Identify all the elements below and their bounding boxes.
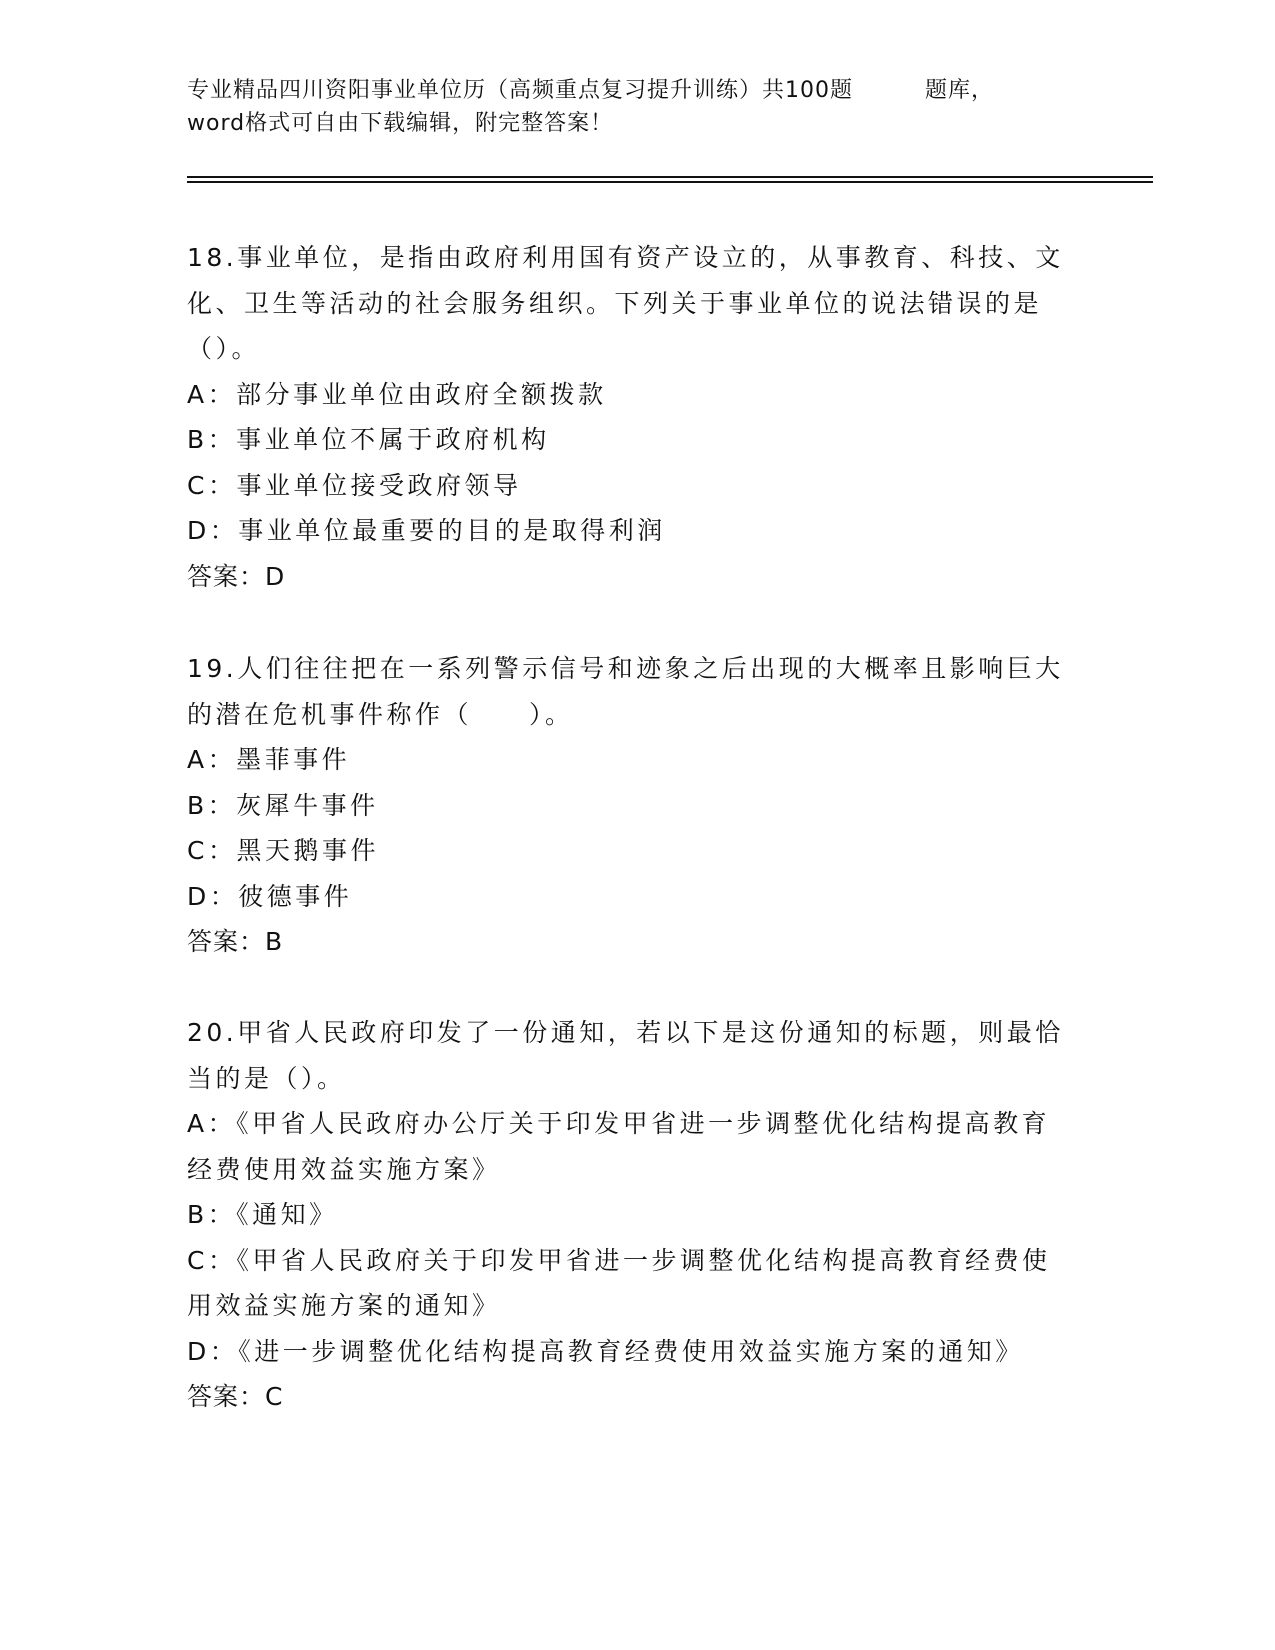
option-c: C：《甲省人民政府关于印发甲省进一步调整优化结构提高教育经费使用效益实施方案的通知》 <box>187 1245 1051 1320</box>
header-title: 专业精品四川资阳事业单位历（高频重点复习提升训练）共100题 <box>187 78 853 103</box>
header-divider-bottom <box>187 181 1153 183</box>
header-line-1 <box>187 74 1087 107</box>
question-19 <box>187 646 1067 965</box>
answer: 答案：C <box>187 1382 284 1411</box>
answer: 答案：D <box>187 561 286 591</box>
option-c: C：事业单位接受政府领导 <box>187 470 522 500</box>
option-b: B：《通知》 <box>187 1200 338 1229</box>
question-18 <box>187 235 1067 599</box>
question-text: 19.人们往往把在一系列警示信号和迹象之后出现的大概率且影响巨大的潜在危机事件称作（ ）。 <box>187 654 1064 729</box>
option-a: A：《甲省人民政府办公厅关于印发甲省进一步调整优化结构提高教育经费使用效益实施方案》 <box>187 1109 1051 1184</box>
header-divider-top <box>187 176 1153 178</box>
option-c: C：黑天鹅事件 <box>187 836 379 865</box>
option-a: A：墨菲事件 <box>187 745 351 774</box>
option-d: D：《进一步调整优化结构提高教育经费使用效益实施方案的通知》 <box>187 1336 1024 1366</box>
option-a: A：部分事业单位由政府全额拨款 <box>187 379 607 409</box>
option-d: D：事业单位最重要的目的是取得利润 <box>187 516 666 545</box>
answer: 答案：B <box>187 927 284 956</box>
option-b: B：事业单位不属于政府机构 <box>187 425 550 454</box>
document-header <box>187 74 1087 140</box>
header-line-2: word格式可自由下载编辑，附完整答案！ <box>187 111 614 136</box>
question-20 <box>187 1010 1067 1420</box>
question-text: 18.事业单位，是指由政府利用国有资产设立的，从事教育、科技、文化、卫生等活动的社会服务组织。下列关于事业单位的说法错误的是（）。 <box>187 243 1064 363</box>
header-title-suffix: 题库， <box>925 78 995 103</box>
question-text: 20.甲省人民政府印发了一份通知，若以下是这份通知的标题，则最恰当的是（）。 <box>187 1018 1064 1093</box>
option-b: B：灰犀牛事件 <box>187 790 379 820</box>
option-d: D：彼德事件 <box>187 881 353 911</box>
